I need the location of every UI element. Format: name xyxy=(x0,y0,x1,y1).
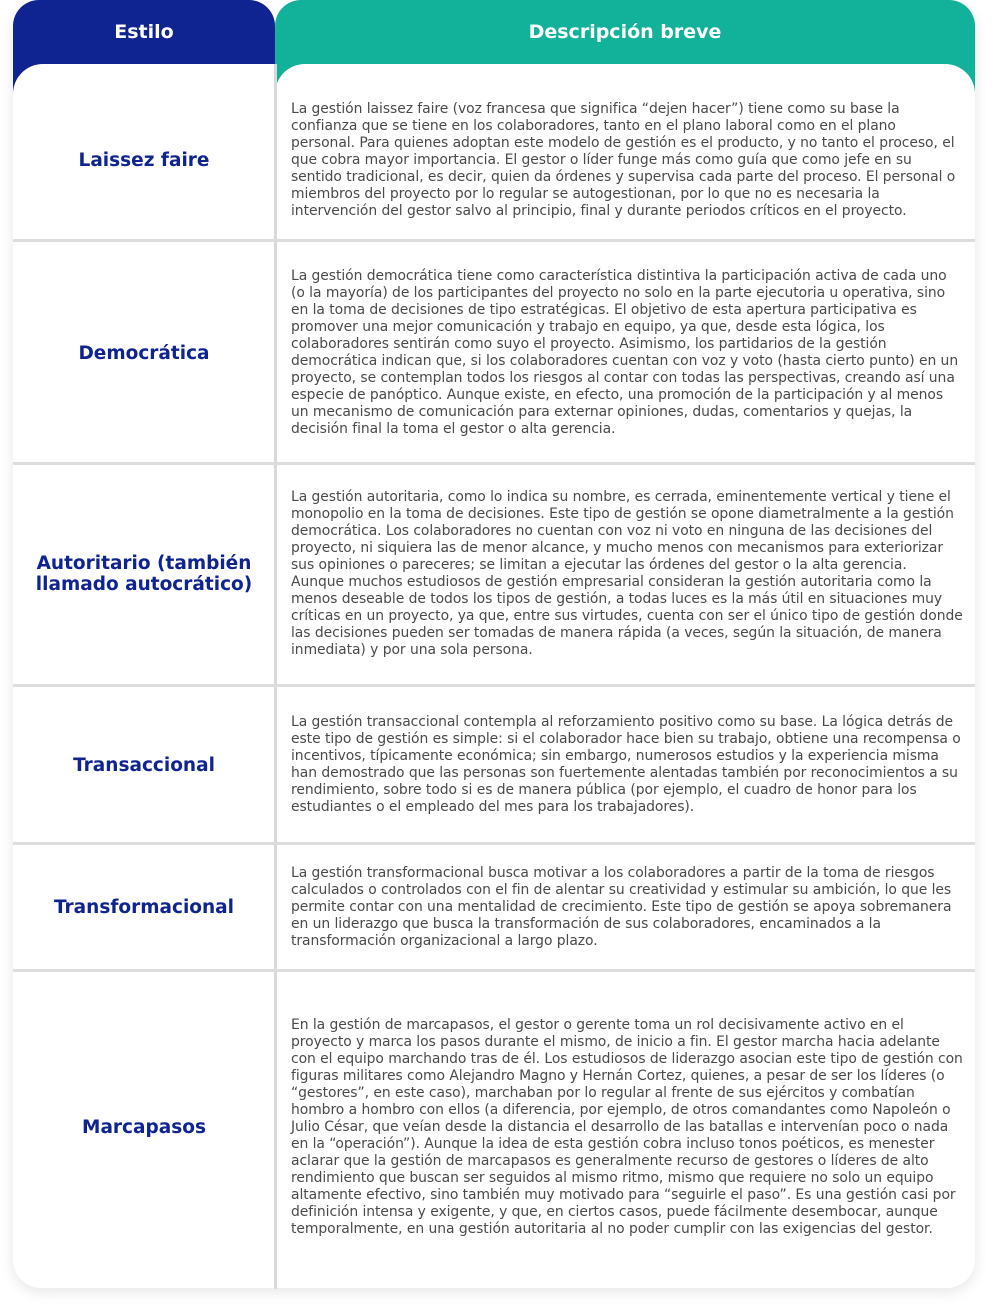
style-description xyxy=(291,846,963,968)
row-divider xyxy=(13,239,975,242)
table-row xyxy=(13,974,975,1280)
style-description xyxy=(291,80,963,240)
style-name: Transaccional xyxy=(73,754,215,776)
row-divider xyxy=(13,842,975,845)
style-name: Laissez faire xyxy=(78,149,210,171)
row-divider xyxy=(13,969,975,972)
header-style-label: Estilo xyxy=(114,21,174,43)
style-description-text: La gestión democrática tiene como característica distintiva la participación activa de cada uno (o la mayoría) de los participantes del proyecto no solo en la parte ejecutoria u operativa, sino en la toma de decisiones de tipo estratégicas. El objetivo de esta apertura participativa es promover una mejor comunicación y trabajo en equipo, ya que, desde esta lógica, los colaboradores sentirán como suyo el proyecto. Asimismo, los partidarios de la gestión democrática indican que, si los colaboradores cuentan con voz y voto (hasta cierto punto) en un proyecto, se contemplan todos los riesgos al contar con todas las perspectivas, creando así una especie de panóptico. Aunque existe, en efecto, una promoción de la participación y al menos un mecanismo de comunicación para externar opiniones, dudas, comentarios y quejas, la decisión final la toma el gestor o alta gerencia. xyxy=(291,268,959,437)
header-style xyxy=(13,0,275,64)
table-row xyxy=(13,248,975,458)
style-description-text: La gestión transformacional busca motivar a los colaboradores a partir de la toma de riesgos calculados o controlados con el fin de alentar su creatividad y estimular su ambición, lo que les permite contar con una mentalidad de crecimiento. Este tipo de gestión se apoya sobremanera en un liderazgo que busca la transformación de sus colaboradores, encaminados a la transformación organizacional a largo plazo. xyxy=(291,864,952,949)
style-description xyxy=(291,688,963,842)
style-name: Democrática xyxy=(78,342,210,364)
table-row xyxy=(13,846,975,968)
table-row xyxy=(13,466,975,682)
style-name: Autoritario (también llamado autocrático) xyxy=(35,553,253,595)
style-description xyxy=(291,974,963,1280)
header-description xyxy=(275,0,975,64)
style-description-text: La gestión autoritaria, como lo indica su nombre, es cerrada, eminentemente vertical y tiene el monopolio en la toma de decisiones. Este tipo de gestión se opone diametralmente a la gestión democrática. Los colaboradores no cuentan con voz ni voto en ninguna de las decisiones del proyecto, ni siquiera las de menor alcance, y mucho menos con mecanismos para exteriorizar sus opiniones o pareceres; se limitan a ejecutar las órdenes del gestor o la alta gerencia. Aunque muchos estudiosos de gestión empresarial consideran la gestión autoritaria como la menos deseable de todos los tipos de gestión, a todas luces es la más útil en situaciones muy críticas en un proyecto, ya que, entre sus virtudes, cuenta con ser el único tipo de gestión donde las decisiones pueden ser tomadas de manera rápida (a veces, según la situación, de manera inmediata) y por una sola persona. xyxy=(291,489,963,658)
style-description-text: La gestión laissez faire (voz francesa que significa “dejen hacer”) tiene como su base la confianza que se tiene en los colaboradores, tanto en el plano laboral como en el plano personal. Para quienes adoptan este modelo de gestión es el producto, y no tanto el proceso, el que cobra mayor importancia. El gestor o líder funge más como guía que como jefe en su sentido tradicional, es decir, quien da órdenes y supervisa cada parte del proceso. El personal o miembros del proyecto por lo regular se autogestionan, por lo que no es necesaria la intervención del gestor salvo al principio, final y durante periodos críticos en el proyecto. xyxy=(291,100,956,219)
style-name: Marcapasos xyxy=(82,1116,206,1138)
style-name: Transformacional xyxy=(53,896,235,918)
row-divider xyxy=(13,462,975,465)
style-description-text: La gestión transaccional contempla al reforzamiento positivo como su base. La lógica detrás de este tipo de gestión es simple: si el colaborador hace bien su trabajo, obtiene una recompensa o incentivos, típicamente económica; sin embargo, numerosos estudios y la experiencia misma han demostrado que las personas son fuertemente alentadas también por reconocimientos a su rendimiento, sobre todo si es de manera pública (por ejemplo, el cuadro de honor para los estudiantes o el empleado del mes para los trabajadores). xyxy=(291,714,961,815)
style-description xyxy=(291,466,963,682)
table-row xyxy=(13,688,975,842)
header-description-label: Descripción breve xyxy=(528,21,722,43)
row-divider xyxy=(13,684,975,687)
style-description xyxy=(291,248,963,458)
table-row xyxy=(13,80,975,240)
style-description-text: En la gestión de marcapasos, el gestor o gerente toma un rol decisivamente activo en el proyecto y marca los pasos durante el mismo, de inicio a fin. El gestor marcha hacia adelante con el equipo marchando tras de él. Los estudiosos de liderazgo asocian este tipo de gestión con figuras militares como Alejandro Magno y Hernán Cortez, quienes, a pesar de ser los líderes (o “gestores”, en este caso), marchaban por lo regular al frente de sus ejércitos y combatían hombro a hombro con ellos (a diferencia, por ejemplo, de otros comandantes como Napoleón o Julio César, que veían desde la distancia el desarrollo de las batallas e intervenían poco o nada en la “operación”). Aunque la idea de esta gestión cobra incluso tonos poéticos, es menester aclarar que la gestión de marcapasos es generalmente recurso de gestores o líderes de alto rendimiento que buscan ser seguidos al mismo ritmo, mismo que requiere no solo un equipo altamente efectivo, sino también muy motivado para “seguirle el paso”. Es una gestión casi por definición intensa y exigente, y que, en ciertos casos, puede fácilmente desembocar, aunque temporalmente, en una gestión autoritaria al no poder cumplir con las exigencias del gestor. xyxy=(291,1016,963,1237)
